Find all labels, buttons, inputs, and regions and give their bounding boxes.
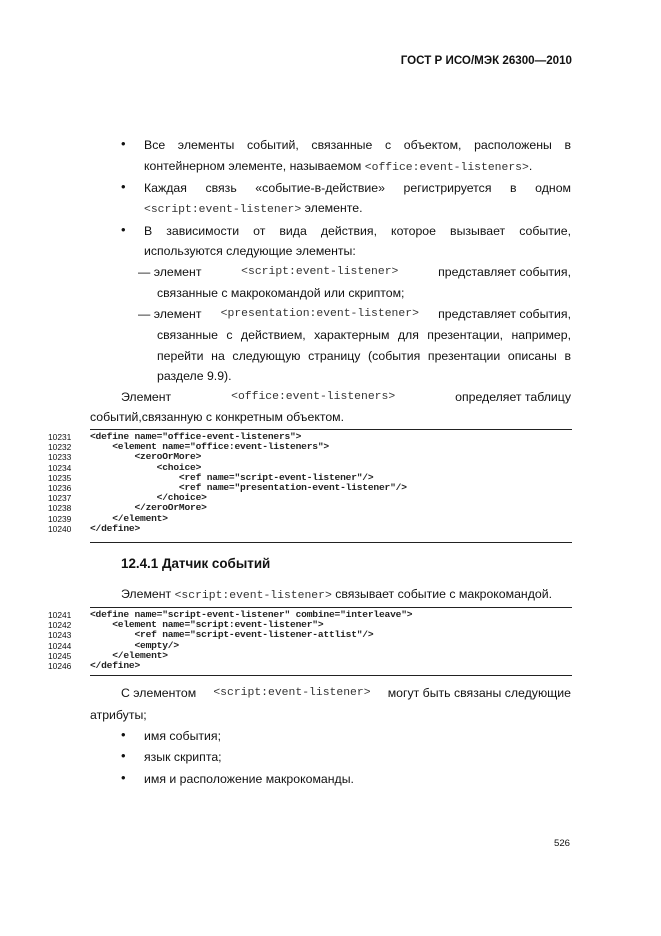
code-line: <ref name="presentation-event-listener"/>	[90, 482, 407, 494]
text-run: элементе.	[301, 201, 363, 215]
line-number: 10232	[48, 442, 72, 453]
section-title: 12.4.1 Датчик событий	[121, 556, 271, 571]
code-inline: <script:event-listener>	[241, 266, 399, 278]
text-run: контейнерном элементе, называемом	[144, 159, 365, 173]
code-inline: <presentation:event-listener>	[220, 308, 419, 320]
code-inline: <script:event-listener>	[174, 590, 332, 602]
dash-item	[138, 304, 571, 325]
paragraph: атрибуты;	[90, 708, 147, 722]
code-line: <define name="office-event-listeners">	[90, 431, 302, 442]
line-number: 10231	[48, 432, 72, 442]
code-block-top-rule	[90, 429, 572, 430]
line-number: 10238	[48, 503, 72, 514]
code-line: <ref name="script-event-listener-attlist"/>	[90, 629, 374, 641]
paragraph	[121, 387, 571, 408]
code-line: <define name="script-event-listener" combine="interleave">	[90, 609, 413, 620]
code-line: <element name="script:event-listener">	[90, 619, 324, 631]
code-line: <choice>	[90, 461, 202, 473]
code-line: <element name="office:event-listeners">	[90, 441, 329, 453]
code-line: </define>	[90, 660, 141, 672]
code-line: </define>	[90, 522, 141, 534]
code-line: </element>	[90, 649, 168, 661]
code-inline: <office:event-listeners>	[231, 391, 396, 403]
code-line: </element>	[90, 512, 168, 524]
line-number: 10235	[48, 472, 72, 483]
text-run: — элемент	[138, 265, 202, 279]
text-run: определяет таблицу	[455, 390, 571, 404]
line-number: 10241	[48, 610, 72, 620]
bullet-text: Каждая связь «событие-в-действие» регистрируется в одном	[144, 181, 571, 195]
text-run: Элемент	[121, 390, 172, 404]
code-block-top-rule	[90, 607, 572, 608]
code-inline: <office:event-listeners>	[364, 162, 529, 174]
attribute-item: язык скрипта;	[144, 750, 222, 764]
line-number: 10239	[48, 513, 72, 524]
bullet-text	[144, 198, 363, 221]
text-run: связывает событие с макрокомандой.	[331, 587, 553, 601]
attribute-item: имя и расположение макрокоманды.	[144, 772, 354, 786]
code-block-bottom-rule	[90, 675, 572, 676]
line-number: 10243	[48, 630, 72, 641]
code-inline: <script:event-listener>	[213, 687, 371, 699]
text-run: С элементом	[121, 686, 197, 700]
dash-item-text: связанные с действием, характерным для презентации, например,	[157, 328, 571, 342]
line-numbers	[48, 432, 82, 534]
bullet-text: Все элементы событий, связанные с объектом, расположены в	[144, 138, 571, 152]
bullet-text: используются следующие элементы:	[144, 244, 356, 258]
paragraph: событий,связанную с конкретным объектом.	[90, 410, 345, 424]
bullet-text: В зависимости от вида действия, которое вызывает событие,	[144, 224, 571, 238]
code-lines	[90, 610, 412, 671]
line-number: 10233	[48, 452, 72, 463]
code-lines	[90, 432, 407, 534]
bullet-marker: •	[121, 727, 126, 742]
bullet-marker: •	[121, 179, 126, 194]
attribute-item: имя события;	[144, 729, 221, 743]
page-header: ГОСТ Р ИСО/МЭК 26300—2010	[400, 54, 572, 67]
dash-item-text: перейти на следующую страницу (события презентации описаны в	[157, 349, 571, 363]
code-line: </zeroOrMore>	[90, 502, 207, 514]
bullet-text	[144, 156, 571, 179]
code-line: <zeroOrMore>	[90, 451, 202, 463]
text-run: Элемент	[121, 587, 175, 601]
bullet-marker: •	[121, 748, 126, 763]
text-run: представляет события,	[438, 307, 571, 321]
line-number: 10237	[48, 493, 72, 504]
line-number: 10240	[48, 523, 72, 534]
bullet-marker: •	[121, 770, 126, 785]
paragraph	[121, 683, 571, 704]
line-number: 10242	[48, 620, 72, 631]
line-number: 10244	[48, 640, 72, 651]
text-run: представляет события,	[438, 265, 571, 279]
dash-item-text: связанные с макрокомандой или скриптом;	[157, 286, 405, 300]
line-number: 10245	[48, 650, 72, 661]
code-inline: <script:event-listener>	[144, 204, 302, 216]
text-run: .	[528, 159, 533, 173]
code-block-bottom-rule	[90, 542, 572, 543]
paragraph	[121, 584, 552, 607]
dash-item	[138, 262, 571, 283]
text-run: — элемент	[138, 307, 202, 321]
text-run: могут быть связаны следующие	[387, 686, 571, 700]
code-line: </choice>	[90, 492, 207, 504]
dash-item-text: разделе 9.9).	[157, 369, 232, 383]
code-line: <empty/>	[90, 639, 179, 651]
line-number: 10246	[48, 661, 72, 672]
page-number: 526	[553, 838, 570, 849]
bullet-marker: •	[121, 222, 126, 237]
line-number: 10234	[48, 462, 72, 473]
line-number: 10236	[48, 483, 72, 494]
code-line: <ref name="script-event-listener"/>	[90, 471, 374, 483]
line-numbers	[48, 610, 82, 671]
bullet-marker: •	[121, 136, 126, 151]
